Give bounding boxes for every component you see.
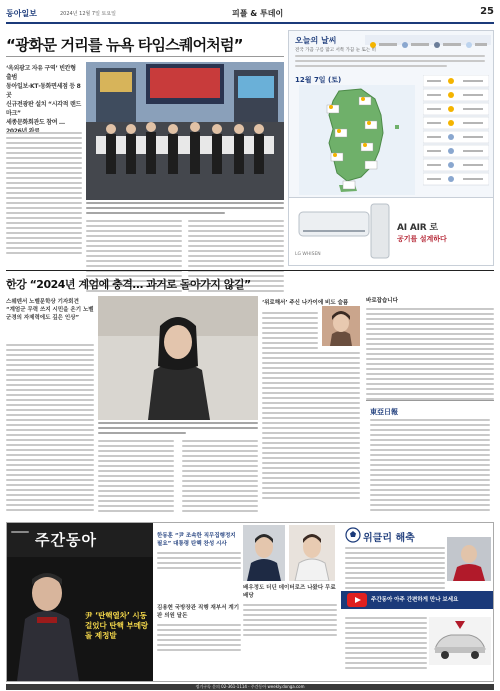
air-conditioner-ad[interactable] [289,197,493,265]
subhead-line: 동아일보·KT·동화면세점 등 8곳 [6,83,81,99]
newspaper-logo: 동아일보 [6,9,37,18]
article-body-text [182,440,258,515]
lead-line: 군경의 자제력에도 깊은 인상” [6,315,80,321]
correction-box [366,296,494,403]
divider [6,56,284,57]
weather-title: 오늘의 날씨 [295,36,337,45]
magazine-features [157,525,337,681]
subhead-line: 세종문화회관도 참여 … [6,119,65,126]
newspaper-info-box [366,400,494,516]
column-headline: ‘위로해서’ 주신 나가이에 비도 슬픔 [262,300,349,306]
feature-headline: 배우정도 더딘 데이터로즈 나왔다 무료 배당 [243,585,336,599]
lead-line: 스웨덴서 노벨문학상 기자회견 [6,299,79,305]
top-article-subheads [6,64,82,136]
weather-date: 12월 7일 (토) [295,76,342,84]
article-body-text [98,440,174,515]
regional-forecast-table [423,75,489,195]
weather-summary: 전국 가끔 구름 많고 서쪽 가끔 눈 또는 비 [295,48,376,53]
subscription-banner[interactable] [341,591,493,609]
column-body-text [262,312,318,352]
column-body-text [262,352,360,502]
page-footer [6,684,494,690]
feature-story[interactable] [243,585,337,639]
feature-story[interactable] [157,533,241,572]
ad-headline: AI AIR 로 [397,223,438,233]
newspaper-logo-hanja: 東亞日報 [370,408,398,416]
second-article-lead [6,298,94,322]
magazine-title: 주간동아 [35,531,97,549]
section-body-text [345,617,427,672]
subhead-line: ‘옥외광고 자유 구역’ 빈칸형 출범 [6,65,76,81]
issue-date: 2024년 12월 7일 토요일 [60,11,117,17]
weekly-magazine-ad[interactable] [6,522,494,682]
magazine-cover-headline: 尹 ‘탄핵열차’ 시동 걸었다 탄핵 부메랑 돌 제정발 [85,611,149,640]
korea-weather-map [299,85,415,195]
feature-headline: 한동훈 “尹 조속한 직무집행정지 필요” 대통령 탄핵 찬성 시사 [157,533,236,547]
publication-info-text [370,419,490,514]
divider [6,270,494,271]
magazine-cover[interactable] [7,523,153,681]
top-article [6,30,284,266]
correction-title: 바로잡습니다 [366,298,398,304]
weather-body-text [295,55,485,70]
street-ceremony-photo [86,62,284,200]
top-article-headline: “광화문 거리를 뉴욕 타임스퀘어처럼” [6,36,243,54]
play-icon [347,593,367,607]
article-body-text [6,132,82,257]
article-body-text [6,344,94,514]
weekly-football-section[interactable] [341,525,493,681]
page-number: 25 [480,6,494,17]
page-header [6,6,494,24]
author-portrait-photo [98,296,258,420]
ad-slogan: 공기를 설계하다 [397,235,447,243]
photo-caption [86,202,284,217]
soccer-ball-icon [345,527,361,543]
second-article-headline: 한강 “2024년 계엄에 충격… 과거로 돌아가지 않길” [6,278,251,291]
section-title: 피플 & 투데이 [232,9,284,18]
columnist-photo [322,306,360,346]
feature-headline: 김용현 국방장관 직행 재부서 계기판 의원 달돈 [157,605,240,619]
politician-photo [243,525,285,581]
car-advertisement[interactable] [429,617,491,665]
magazine-issue-label [11,531,29,536]
footballer-photo [447,537,491,581]
entertainer-photo [289,525,335,581]
banner-text: 주간동아 아주 간편하게 만나 보세요 [371,597,459,603]
photo-caption [98,422,258,437]
weather-box [288,30,494,266]
section-body-text [345,547,445,592]
footer-text: 정기구독 문의 02-361-1114 · 주간동아 weekly.donga.com [195,684,305,689]
subhead-line: 신규전광판 설치 “시각적 랜드마크” [6,101,81,117]
ad-brand: LG WHISEN [295,252,321,257]
section-title: 위클리 해축 [363,533,415,544]
weather-legend [365,35,491,45]
lead-line: “계엄군 무력 쓰지 시민을 온기 노벨 [6,307,94,313]
feature-story[interactable] [157,605,241,654]
